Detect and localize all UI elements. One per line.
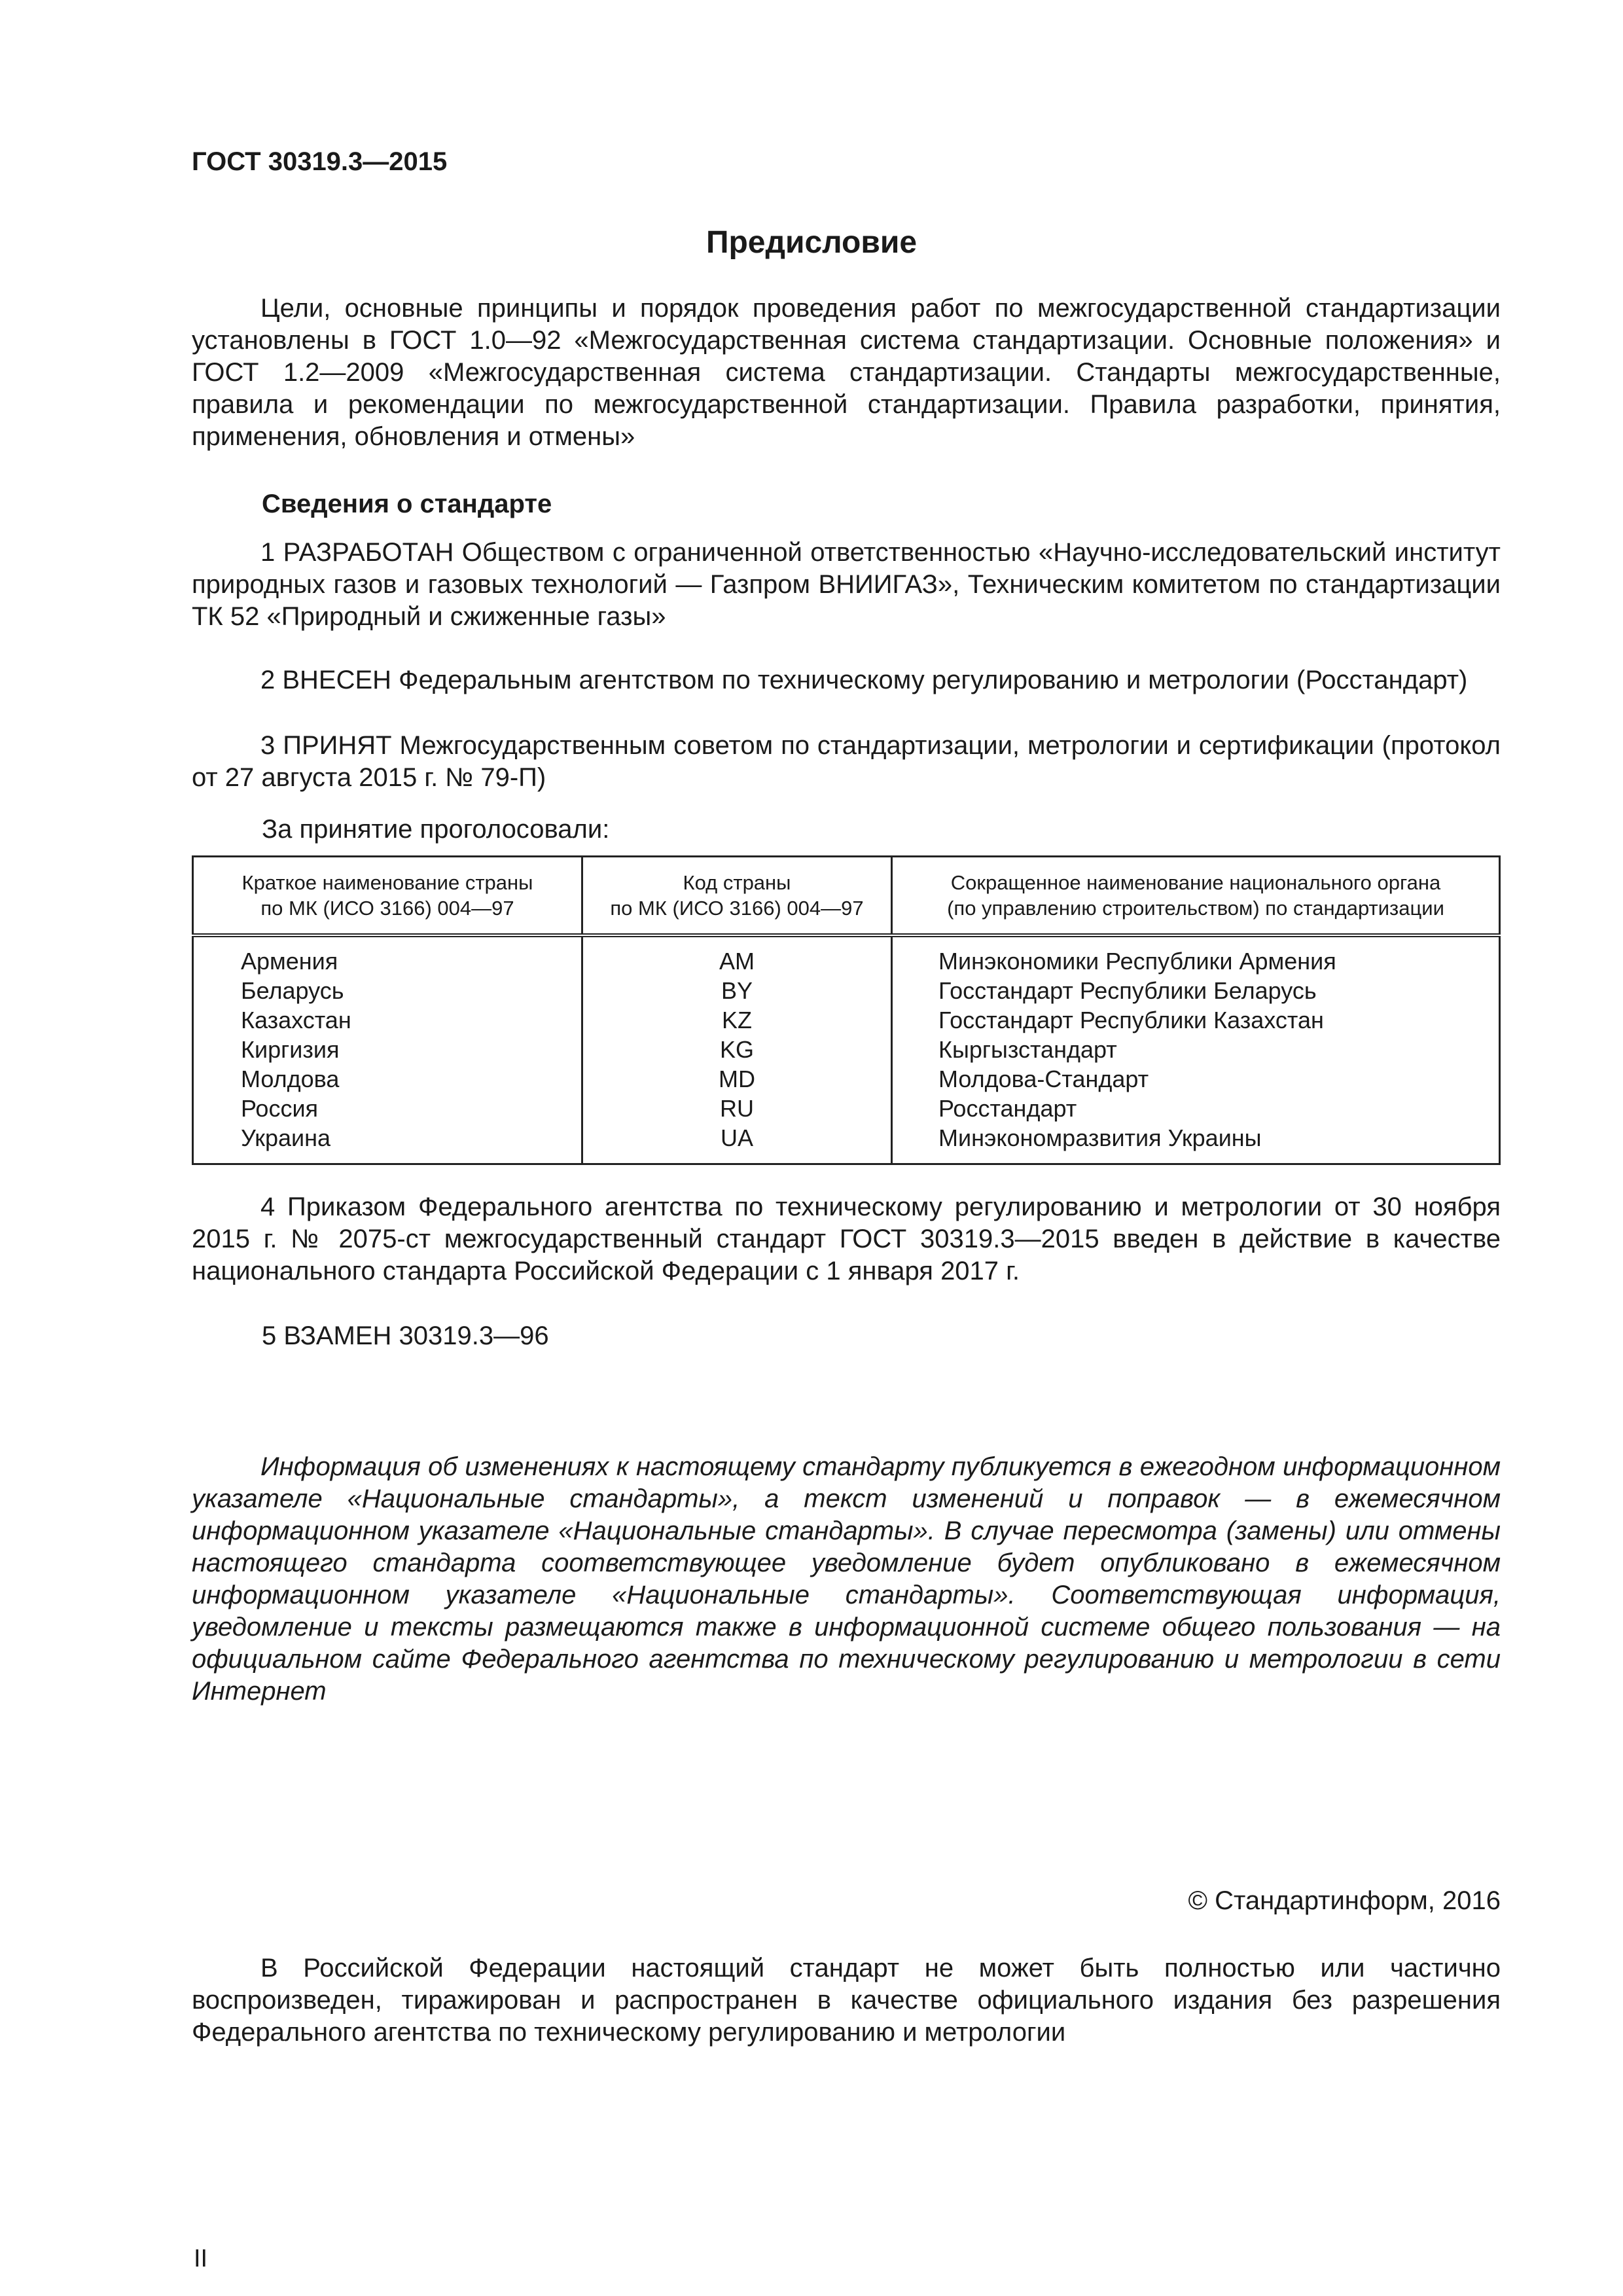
table-row: Армения AM Минэкономики Республики Армения	[193, 946, 1500, 976]
page-title: Предисловие	[705, 225, 918, 260]
item-submitted: 2 ВНЕСЕН Федеральным агентством по техническому регулированию и метрологии (Росстандарт)	[260, 666, 1468, 694]
changes-notice: Информация об изменениях к настоящему стандарту публикуется в ежегодном информационном указателе «Национальные стандарты», а текст изменений и поправок — в ежемесячном информационном указателе «Национальные стандарты». В случае пересмотра (замены) или отмены настоящего стандарта соответствующее уведомление будет опубликовано в ежемесячном информационном указателе «Национальные стандарты». Соответствующая информация, уведомление и тексты размещаются также в информационной системе общего пользования — на официальном сайте Федерального агентства по техническому регулированию и метрологии в сети Интернет	[192, 1452, 1501, 1706]
table-row: Россия RU Росстандарт	[193, 1094, 1500, 1123]
info-heading: Сведения о стандарте	[262, 490, 552, 518]
rights-notice: В Российской Федерации настоящий стандарт не может быть полностью или частично воспроизведен, тиражирован и распространен в качестве официального издания без разрешения Федерального агентства по техническому регулированию и метрологии	[192, 1954, 1501, 2047]
table-header-country: Краткое наименование страны по МК (ИСО 3166) 004—97	[193, 857, 582, 936]
table-row: Беларусь BY Госстандарт Республики Беларусь	[193, 976, 1500, 1005]
item-developed: 1 РАЗРАБОТАН Обществом с ограниченной ответственностью «Научно-исследовательский институт природных газов и газовых технологий — Газпром ВНИИГАЗ», Техническим комитетом по стандартизации ТК 52 «Природный и сжиженные газы»	[192, 538, 1501, 631]
intro-paragraph: Цели, основные принципы и порядок проведения работ по межгосударственной стандартизации установлены в ГОСТ 1.0—92 «Межгосударственная система стандартизации. Основные положения» и ГОСТ 1.2—2009 «Межгосударственная система стандартизации. Стандарты межгосударственные, правила и рекомендации по межгосударственной стандартизации. Правила разработки, принятия, применения, обновления и отмены»	[192, 294, 1501, 451]
voting-table	[192, 855, 1501, 1165]
table-row: Молдова MD Молдова-Стандарт	[193, 1064, 1500, 1094]
table-row: Казахстан KZ Госстандарт Республики Казахстан	[193, 1005, 1500, 1035]
table-row: Украина UA Минэкономразвития Украины	[193, 1123, 1500, 1164]
item-replaces: 5 ВЗАМЕН 30319.3—96	[262, 1321, 549, 1350]
copyright: © Стандартинформ, 2016	[1188, 1886, 1501, 1915]
page-number: II	[194, 2245, 208, 2272]
table-header-body: Сокращенное наименование национального органа (по управлению строительством) по стандартизации	[892, 857, 1500, 936]
item-adopted: 3 ПРИНЯТ Межгосударственным советом по стандартизации, метрологии и сертификации (протокол от 27 августа 2015 г. № 79-П)	[192, 731, 1501, 792]
voted-label: За принятие проголосовали:	[262, 815, 610, 844]
table-row: Киргизия KG Кыргызстандарт	[193, 1035, 1500, 1064]
document-code: ГОСТ 30319.3—2015	[192, 147, 448, 176]
table-header-code: Код страны по МК (ИСО 3166) 004—97	[582, 857, 892, 936]
item-enacted: 4 Приказом Федерального агентства по техническому регулированию и метрологии от 30 ноября 2015 г. № 2075-ст межгосударственный стандарт ГОСТ 30319.3—2015 введен в действие в качестве национального стандарта Российской Федерации с 1 января 2017 г.	[192, 1193, 1501, 1285]
